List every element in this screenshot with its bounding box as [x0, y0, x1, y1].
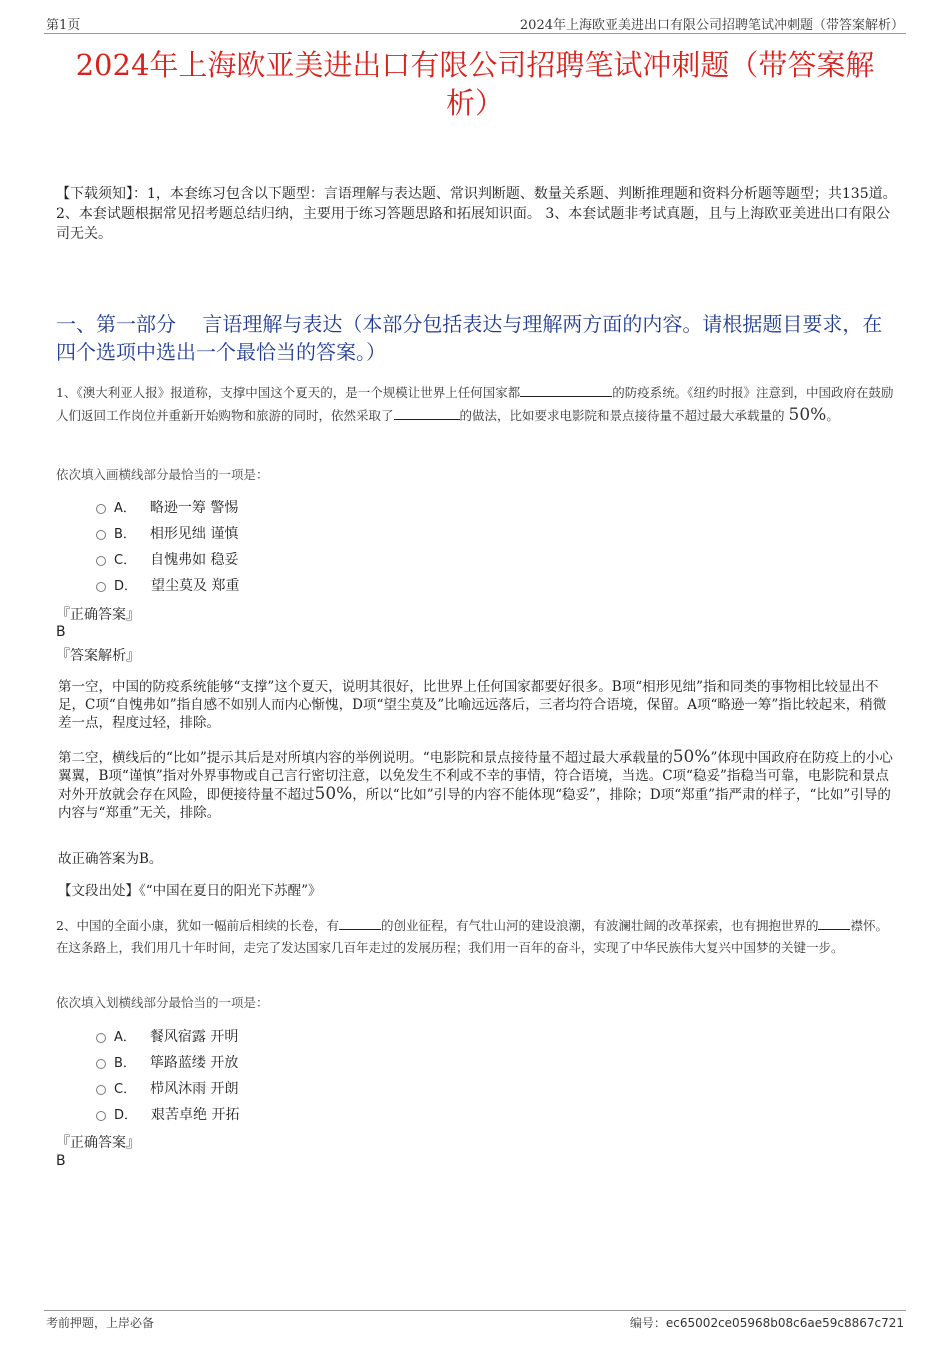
q2-text-part-1: 2、中国的全面小康，犹如一幅前后相续的长卷，有 [56, 918, 339, 933]
q1-analysis-2: 第二空，横线后的“比如”提示其后是对所填内容的举例说明。“电影院和景点接待量不超过最大承载量的50%”体现中国政府在防疫上的小心翼翼，B项“谨慎”指对外界事物或自己言行密切注意，以免发生不利或不幸的事情，符合语境，当选。C项“稳妥”指稳当可靠，电影院和景点对外开放就会存在风险，即便接待量不超过50%，所以“比如”引导的内容不能体现“稳妥”，排除；D项“郑重”指严肃的样子，“比如”引导的内容与“郑重”无关，排除。 [58, 747, 893, 821]
q1-option-c[interactable]: C． 自愧弗如 稳妥 [96, 547, 239, 573]
q1-answer-label: 『正确答案』 [56, 607, 140, 623]
q1-percent: 50% [788, 405, 827, 425]
download-notice: 【下载须知】：1，本套练习包含以下题型：言语理解与表达题、常识判断题、数量关系题、判断推理题和资料分析题等题型；共135道。 2、本套试题根据常见招考题总结归纳，主要用于练习答题思路和拓展知识面。 3、本套试题非考试真题，且与上海欧亚美进出口有限公司无关。 [56, 186, 897, 242]
question-1-text [56, 382, 900, 427]
header-doc-title: 2024年上海欧亚美进出口有限公司招聘笔试冲刺题（带答案解析） [519, 18, 904, 33]
radio-icon[interactable] [96, 1059, 106, 1069]
q2-option-c[interactable]: C． 栉风沐雨 开朗 [96, 1076, 239, 1102]
radio-icon[interactable] [96, 1111, 106, 1121]
radio-icon[interactable] [96, 504, 106, 514]
radio-icon[interactable] [96, 530, 106, 540]
q1-analysis-percent-1: 50% [672, 747, 711, 767]
q2-option-a[interactable]: A． 餐风宿露 开明 [96, 1024, 239, 1050]
q1-analysis-percent-2: 50% [314, 784, 353, 804]
section-heading: 一、第一部分 言语理解与表达（本部分包括表达与理解两方面的内容。请根据题目要求，在四个选项中选出一个最恰当的答案。） [56, 312, 883, 364]
q2-text-part-3: 襟怀。在这条路上，我们用几十年时间，走完了发达国家几百年走过的发展历程；我们用一百年的奋斗，实现了中华民族伟大复兴中国梦的关键一步。 [56, 918, 888, 955]
q2-answer-label: 『正确答案』 [56, 1135, 140, 1151]
q2-blank-2 [818, 917, 850, 930]
q1-analysis-label: 『答案解析』 [56, 648, 140, 664]
q1-text-part-2: 的防疫系统。《纽约时报》注意到，中国政府在鼓励人们返回工作岗位并重新开始购物和旅游的同时，依然采取了 [56, 385, 894, 423]
radio-icon[interactable] [96, 1085, 106, 1095]
q2-answer: B [56, 1153, 66, 1169]
title-line-1: 2024年上海欧亚美进出口有限公司招聘笔试冲刺题（带答案解 [75, 48, 875, 82]
q2-option-d[interactable]: D． 艰苦卓绝 开拓 [96, 1102, 239, 1128]
footer-divider [44, 1310, 906, 1311]
q1-text-part-1: 1、《澳大利亚人报》报道称，支撑中国这个夏天的，是一个规模让世界上任何国家都 [56, 385, 521, 400]
question-2-text [56, 915, 900, 959]
q2-text-part-2: 的创业征程，有气壮山河的建设浪潮，有波澜壮阔的改革探索，也有拥抱世界的 [380, 918, 819, 933]
q2-options [96, 1024, 239, 1128]
q2-prompt: 依次填入划横线部分最恰当的一项是： [56, 995, 269, 1010]
q1-prompt: 依次填入画横线部分最恰当的一项是： [56, 467, 269, 482]
q2-option-b[interactable]: B． 筚路蓝缕 开放 [96, 1050, 239, 1076]
footer-slogan: 考前押题，上岸必备 [46, 1316, 155, 1330]
radio-icon[interactable] [96, 582, 106, 592]
q1-option-d[interactable]: D． 望尘莫及 郑重 [96, 573, 239, 599]
q1-source: 【文段出处】《“中国在夏日的阳光下苏醒”》 [58, 883, 322, 899]
q1-answer: B [56, 624, 66, 640]
q1-option-a[interactable]: A． 略逊一筹 警惕 [96, 495, 239, 521]
q1-blank-1 [520, 384, 612, 397]
q2-blank-1 [339, 917, 381, 930]
page-number: 第1页 [46, 18, 81, 33]
q1-blank-2 [394, 407, 460, 420]
radio-icon[interactable] [96, 1033, 106, 1043]
title-line-2: 析） [445, 86, 504, 120]
header-divider [44, 33, 906, 34]
footer-doc-code: 编号：ec65002ce05968b08c6ae59c8867c721 [629, 1316, 904, 1330]
page-title [50, 46, 900, 122]
q1-text-part-4: 。 [826, 408, 839, 423]
q1-conclusion: 故正确答案为B。 [58, 851, 163, 867]
q1-analysis-1: 第一空，中国的防疫系统能够“支撑”这个夏天，说明其很好，比世界上任何国家都要好很多。B项“相形见绌”指和同类的事物相比较显出不足，C项“自愧弗如”指自感不如别人而内心惭愧，D项“望尘莫及”比喻远远落后，三者均符合语境，保留。A项“略逊一筹”指比较起来，稍微差一点，程度过轻，排除。 [58, 679, 887, 731]
q1-option-b[interactable]: B． 相形见绌 谨慎 [96, 521, 239, 547]
q1-options [96, 495, 239, 599]
q1-text-part-3: 的做法，比如要求电影院和景点接待量不超过最大承载量的 [459, 408, 785, 423]
radio-icon[interactable] [96, 556, 106, 566]
